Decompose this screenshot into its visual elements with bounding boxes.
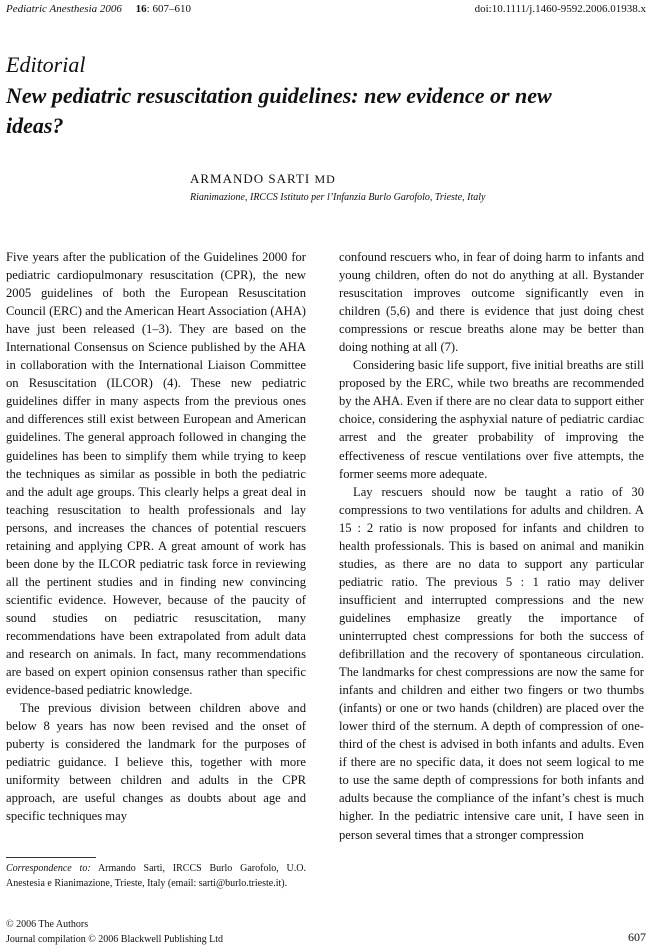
article-title: New pediatric resuscitation guidelines: new evidence or new ideas?: [6, 83, 552, 138]
page-range: : 607–610: [146, 3, 191, 15]
body-column-right: [339, 248, 644, 844]
doi: doi:10.1111/j.1460-9592.2006.01938.x: [474, 3, 646, 15]
paragraph: The previous division between children above and below 8 years has now been revised and the onset of puberty is considered the landmark for the purposes of pediatric guidance. I believe this, together with more uniformity between children and adults in the CPR approach, are useful changes as doubts about age and specific techniques may: [6, 701, 306, 824]
paragraph: Five years after the publication of the Guidelines 2000 for pediatric cardiopulmonary resuscitation (CPR), the new 2005 guidelines of both the European Resuscitation Council (ERC) and the American Heart Association (AHA) have just been released (1–3). They are based on the International Consensus on Science published by the AHA in collaboration with the International Liaison Committee on Resuscitation (ILCOR) (4). These new pediatric guidelines differ in many aspects from the previous ones and differences still exist between European and American guidelines. The general approach followed in changing the guidelines has been to simplify them while trying to keep the techniques as similar as possible in both the pediatric and the adult age groups. This clearly helps a great deal in teaching resuscitation to health professionals and lay persons, and increases the chances of potential rescuers retaining and applying CPR. A great amount of work has been done by the ILCOR pediatric task force in reviewing all the pertinent studies and in finding new convincing scientific evidence. However, because of the paucity of sound studies on pediatric resuscitation, many recommendations have been extrapolated from adult data and research on animals. In fact, many recommendations are based on expert opinion consensus rather than specific evidence-based pediatric knowledge.: [6, 250, 306, 698]
author-affiliation: Rianimazione, IRCCS Istituto per l’Infanzia Burlo Garofolo, Trieste, Italy: [190, 192, 486, 203]
author-degree: MD: [314, 172, 336, 186]
correspondence-label: Correspondence to:: [6, 863, 91, 874]
journal-name: Pediatric Anesthesia 2006: [6, 3, 122, 15]
body-column-left: [6, 248, 306, 826]
correspondence-text: Armando Sarti, IRCCS Burlo Garofolo, U.O. Anestesia e Rianimazione, Trieste, Italy (email: sarti@burlo.trieste.it).: [6, 863, 306, 889]
copyright-footer: [6, 917, 223, 947]
copyright-publisher: Journal compilation © 2006 Blackwell Publishing Ltd: [6, 934, 224, 945]
author-line: [190, 170, 336, 188]
paragraph: Lay rescuers should now be taught a ratio of 30 compressions to two ventilations for adults and children. A 15 : 2 ratio is now proposed for infants and children to health professionals. This is based on animal and manikin studies, as there are no data to support any particular pediatric ratio. The previous 5 : 1 ratio may deliver insufficient and interrupted compressions and the new guidelines emphasize greatly the importance of uninterrupted chest compressions for both the success of defibrillation and the recovery of spontaneous circulation. The landmarks for chest compressions are now the same for infants and children and either two fingers or two thumbs (infants) or one or two hands (children) are placed over the lower third of the sternum. A depth of compression of one-third of the chest is advised in both infants and adults. Even if there are no specific data, it does not seem logical to me to use the same depth of compressions for both infants and adults because the compliance of the infant’s chest is much higher. In the pediatric intensive care unit, I have seen in person several times that a stronger compression: [339, 484, 644, 842]
paragraph: Considering basic life support, five initial breaths are still proposed by the ERC, while two breaths are recommended by the AHA. Even if there are no clear data to support either choice, considering the asphyxial nature of pediatric cardiac arrest and the greater probability of improving the effectiveness of rescue ventilations over five attempts, the former seems more adequate.: [339, 358, 644, 481]
volume-number: 16: [135, 3, 147, 15]
section-label: Editorial: [6, 52, 86, 77]
running-header-left: [6, 2, 191, 16]
copyright-authors: © 2006 The Authors: [6, 919, 89, 930]
footnote-divider: [6, 857, 96, 858]
paragraph: confound rescuers who, in fear of doing harm to infants and young children, often do not do anything at all. Bystander resuscitation improves outcome significantly even in children (5,6) and there is evidence that just doing chest compressions or rescue breaths alone may be better than doing nothing at all (7).: [339, 250, 644, 355]
author-name: ARMANDO SARTI: [190, 171, 311, 186]
page-number: 607: [628, 930, 646, 944]
correspondence-note: [6, 861, 306, 891]
